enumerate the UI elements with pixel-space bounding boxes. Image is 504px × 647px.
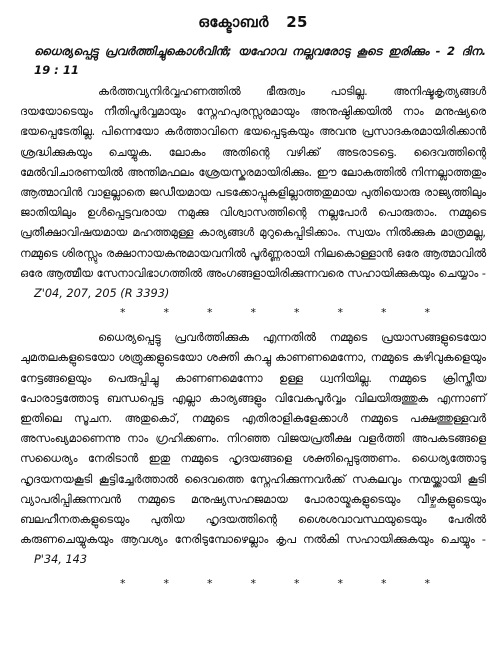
verse-reference: - 2 ദിന. 19 : 11 (34, 44, 486, 77)
title-month: ഒക്ടോബർ (198, 13, 269, 31)
title-day: 25 (286, 13, 308, 31)
star-separator-2 (20, 577, 486, 591)
separator-star: * (424, 576, 430, 590)
separator-star: * (381, 576, 387, 590)
separator-star: * (250, 576, 256, 590)
separator-star: * (424, 306, 430, 320)
separator-star: * (381, 306, 387, 320)
separator-star: * (250, 306, 256, 320)
daily-verse (20, 42, 486, 80)
separator-star: * (337, 306, 343, 320)
paragraph-2-citation: P'34, 143 (34, 553, 88, 567)
paragraph-2-text: ധൈര്യപ്പെട്ടു പ്രവർത്തിക്കുക എന്നതിൽ നമ്മുടെ പ്രയാസങ്ങളുടെയോ ചുമതലകളുടെയോ ശത്രുക്കളുടെയോ ശക്തി കുറച്ചു കാണണമെന്നോ, നമ്മുടെ കഴിവുകളെയും നേട്ടങ്ങളെയും പെരുപ്പിച്ചു കാണണമെന്നോ ഉള്ള ധ്വനിയില്ല. നമ്മുടെ ക്രിസ്തീയ പോരാട്ടത്തോടു ബന്ധപ്പെട്ട എല്ലാ കാര്യങ്ങളും വിവേകപൂർവ്വം വിലയിരുത്തുക എന്നാണ് ഇതിലെ സൂചന. അതുകൊ്, നമ്മുടെ എതിരാളികളേക്കാൾ നമ്മുടെ പക്ഷത്തുള്ളവർ അസംഖ്യമാണെന്നു നാം ഗ്രഹിക്കണം. നിറഞ്ഞ വിജയപ്രതീക്ഷ വളർത്തി അപകടങ്ങളെ സധൈര്യം നേരിടാൻ ഇതു നമ്മുടെ ഹൃദയങ്ങളെ ശക്തിപ്പെടുത്തണം. ധൈര്യത്തോടു ഹൃദയനയകൂടി കൂട്ടിച്ചേർത്താൽ ദൈവത്തെ സ്നേഹിക്കുന്നവർക്ക് സകലവും നന്മയ്ക്കായി കൂടി വ്യാപരിപ്പിക്കുന്നവൻ നമ്മുടെ മനുഷ്യസഹജമായ പോരായ്മകളുടെയും വീഴ്ചകളുടെയും ബലഹീനതകളുടെയും പുതിയ ഹൃദയത്തിന്റെ ശൈശവാവസ്ഥയുടെയും പേരിൽ കരുണചെയ്യുകയും ആവശ്യം നേരിടുമ്പോഴെല്ലാം കൃപ നൽകി സഹായിക്കുകയും ചെയ്യും - (20, 331, 486, 547)
verse-text: ധൈര്യപ്പെട്ടു പ്രവർത്തിച്ചുകൊൾവിൻ; യഹോവ നല്ലവരോടു കൂടെ ഇരിക്കും (34, 44, 430, 58)
separator-star: * (163, 576, 169, 590)
paragraph-1-citation: Z'04, 207, 205 (R 3393) (34, 287, 170, 301)
page-title (20, 12, 486, 32)
separator-star: * (120, 576, 126, 590)
paragraph-1 (20, 82, 486, 304)
separator-star: * (207, 576, 213, 590)
paragraph-1-text: കർത്തവ്യനിർവ്വഹണത്തിൽ ഭീരുത്വം പാടില്ല. അനിഷ്ടകൃത്യങ്ങൾ ദയയോടെയും നീതിപൂർവ്വമായും സ്നേഹപുരസ്സരമായും അനുഷ്ഠിക്കയിൽ നാം മനുഷ്യരെ ഭയപ്പെടേതില്ല. പിന്നെയോ കർത്താവിനെ ഭയപ്പെടുകയും അവനു പ്രസാദകരമായിരിക്കാൻ ശ്രദ്ധിക്കുകയും ചെയ്യുക. ലോകം അതിന്റെ വഴിക്ക് അടരാടട്ടെ. ദൈവത്തിന്റെ മേൽവിചാരണയിൽ അന്തിമഫലം ശ്രേയസ്കരമായിരിക്കും. ഈ ലോകത്തിൽ നിന്നല്ലാത്തതും ആത്മാവിൻ വാളല്ലാതെ ജഡീയമായ പടക്കോപ്പുകളില്ലാത്തതുമായ പുതിയൊരു രാജ്യത്തിലും ജാതിയിലും ഉൾപ്പെട്ടവരായ നമുക്കു വിശ്വാസത്തിന്റെ നല്ലപോർ പൊരുതാം. നമ്മുടെ പ്രതീക്ഷാവിഷയമായ മഹത്തമുള്ള കാര്യങ്ങൾ മുറുകെപ്പിടിക്കാം. സ്വയം നിൽക്കുക മാത്രമല്ല, നമ്മുടെ ശിരസ്സും രക്ഷാനായകനുമായവനിൽ പൂർണ്ണരായി നിലകൊള്ളാൻ ഒരേ ആത്മാവിൽ ഒരേ ആത്മീയ സേനാവിഭാഗത്തിൽ അംഗങ്ങളായിരിക്കുന്നവരെ സഹായിക്കുകയും ചെയ്യാം - (20, 85, 486, 280)
separator-star: * (163, 306, 169, 320)
separator-star: * (207, 306, 213, 320)
star-separator-1 (20, 306, 486, 320)
separator-star: * (294, 576, 300, 590)
separator-star: * (120, 306, 126, 320)
separator-star: * (337, 576, 343, 590)
paragraph-2 (20, 328, 486, 570)
separator-star: * (294, 306, 300, 320)
